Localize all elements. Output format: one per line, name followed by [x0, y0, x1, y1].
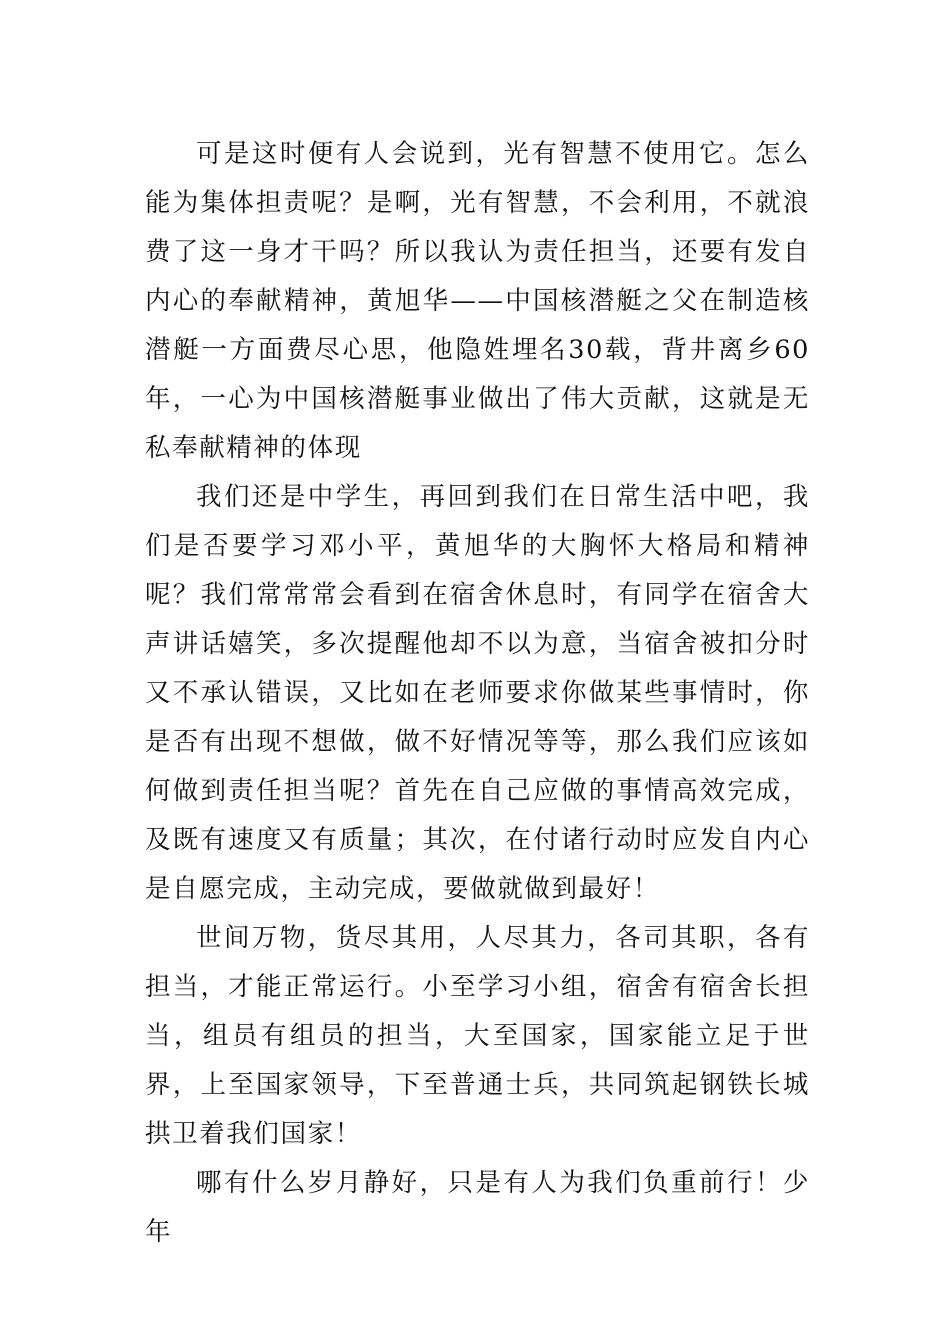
paragraph: 我们还是中学生，再回到我们在日常生活中吧，我们是否要学习邓小平，黄旭华的大胸怀大格局和精神呢？我们常常常会看到在宿舍休息时，有同学在宿舍大声讲话嬉笑，多次提醒他却不以为意，当宿舍被扣分时又不承认错误，又比如在老师要求你做某些事情时，你是否有出现不想做，做不好情况等等，那么我们应该如何做到责任担当呢？首先在自己应做的事情高效完成，及既有速度又有质量；其次，在付诸行动时应发自内心是自愿完成，主动完成，要做就做到最好！ [145, 482, 810, 904]
document-body [145, 130, 810, 1257]
paragraph: 可是这时便有人会说到，光有智慧不使用它。怎么能为集体担责呢？是啊，光有智慧，不会利用，不就浪费了这一身才干吗？所以我认为责任担当，还要有发自内心的奉献精神，黄旭华——中国核潜艇之父在制造核潜艇一方面费尽心思，他隐姓埋名30载，背井离乡60年，一心为中国核潜艇事业做出了伟大贡献，这就是无私奉献精神的体现 [145, 139, 810, 463]
paragraph: 世间万物，货尽其用，人尽其力，各司其职，各有担当，才能正常运行。小至学习小组，宿舍有宿舍长担当，组员有组员的担当，大至国家，国家能立足于世界，上至国家领导，下至普通士兵，共同筑起钢铁长城拱卫着我们国家！ [145, 923, 810, 1149]
paragraph: 哪有什么岁月静好，只是有人为我们负重前行！少年 [145, 1168, 810, 1247]
